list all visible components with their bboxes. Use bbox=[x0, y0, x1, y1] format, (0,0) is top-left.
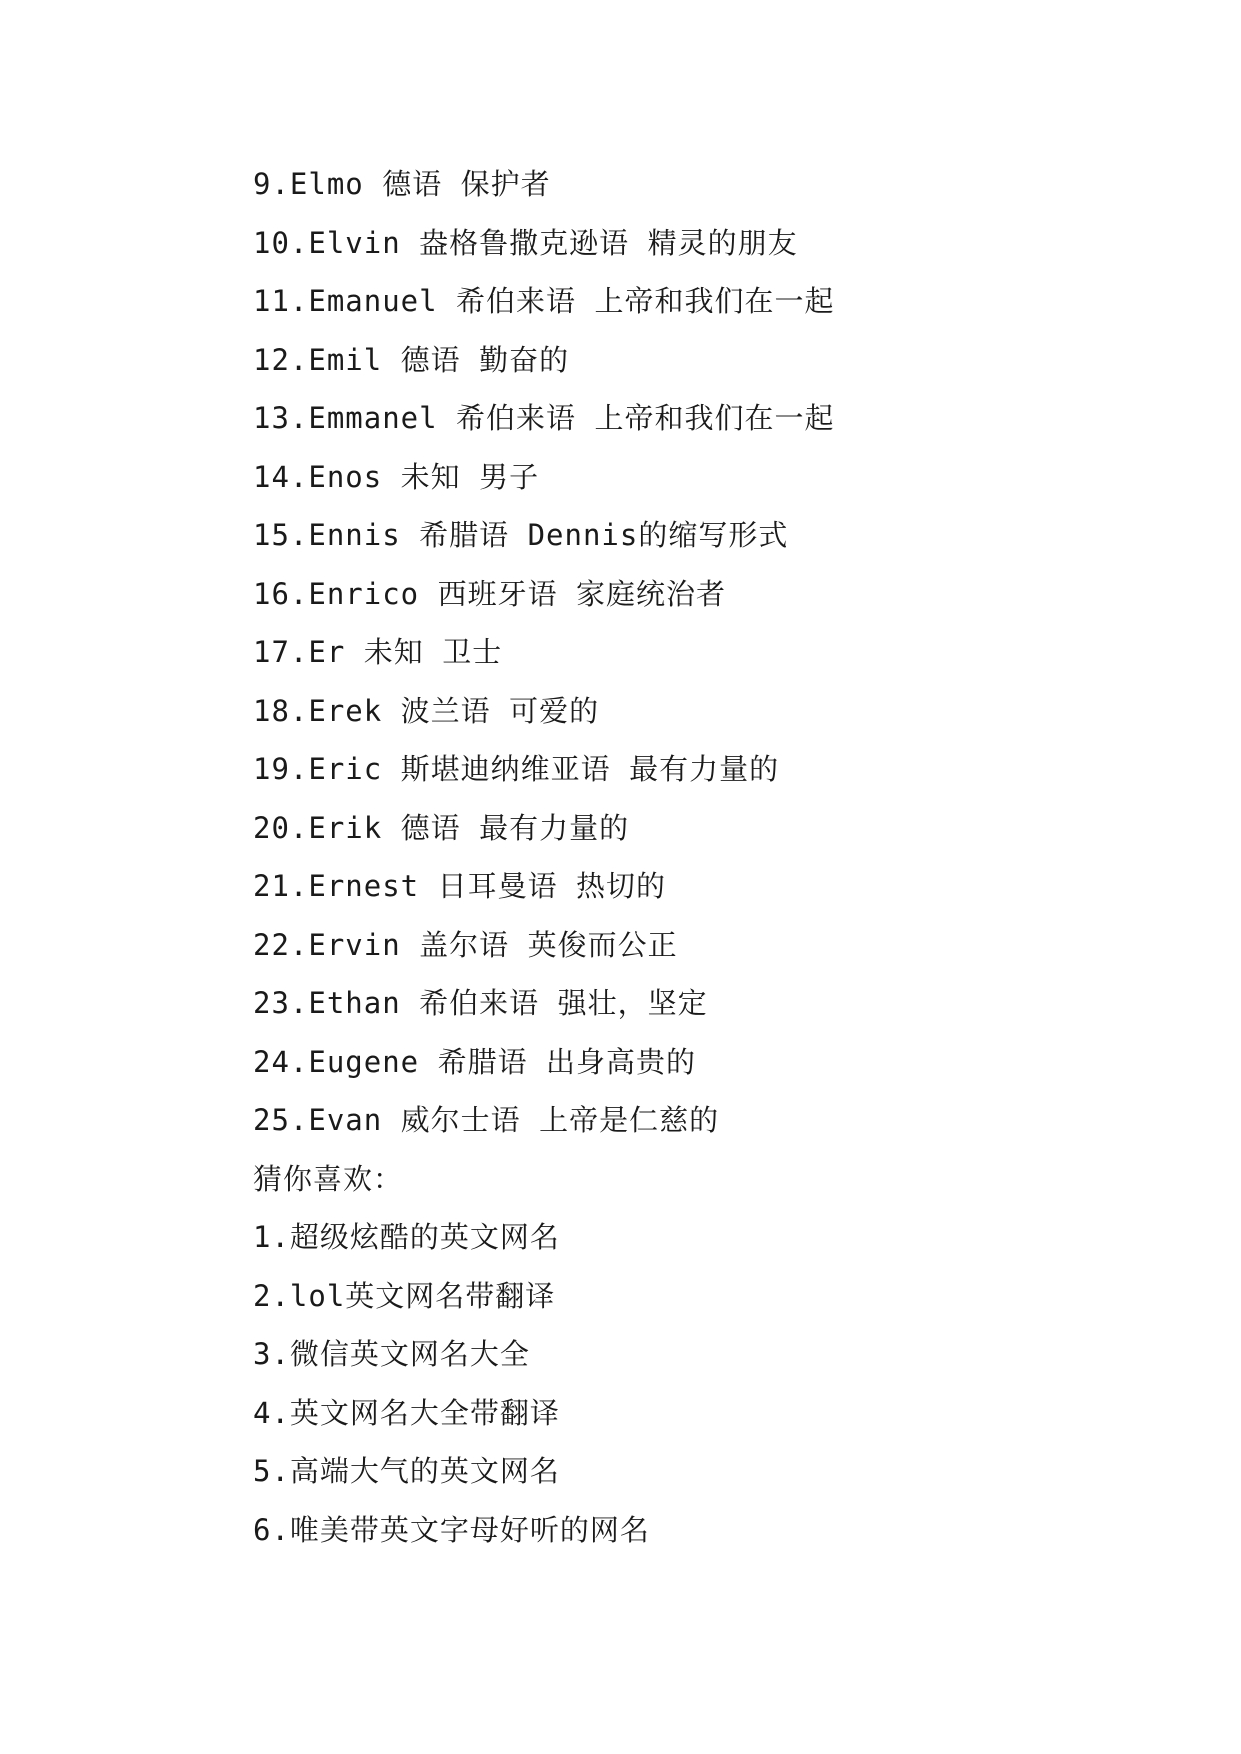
name-entry: 18.Erek 波兰语 可爱的 bbox=[253, 693, 600, 728]
document-body bbox=[253, 155, 1153, 1559]
name-entry: 17.Er 未知 卫士 bbox=[253, 635, 503, 669]
name-entry: 9.Elmo 德语 保护者 bbox=[253, 167, 551, 201]
name-entry: 15.Ennis 希腊语 Dennis的缩写形式 bbox=[253, 518, 789, 552]
related-link[interactable]: 3.微信英文网名大全 bbox=[253, 1337, 530, 1371]
name-entry: 11.Emanuel 希伯来语 上帝和我们在一起 bbox=[253, 284, 835, 318]
name-entry: 14.Enos 未知 男子 bbox=[253, 459, 540, 494]
name-entry: 16.Enrico 西班牙语 家庭统治者 bbox=[253, 576, 727, 611]
name-entry: 12.Emil 德语 勤奋的 bbox=[253, 342, 570, 377]
name-entry: 20.Erik 德语 最有力量的 bbox=[253, 810, 630, 845]
related-heading: 猜你喜欢： bbox=[253, 1161, 404, 1196]
name-entry: 23.Ethan 希伯来语 强壮，坚定 bbox=[253, 986, 708, 1020]
name-entry: 10.Elvin 盎格鲁撒克逊语 精灵的朋友 bbox=[253, 225, 798, 260]
related-link[interactable]: 2.lol英文网名带翻译 bbox=[253, 1278, 556, 1313]
name-entry: 25.Evan 威尔士语 上帝是仁慈的 bbox=[253, 1103, 720, 1137]
related-link[interactable]: 4.英文网名大全带翻译 bbox=[253, 1395, 560, 1430]
related-link[interactable]: 5.高端大气的英文网名 bbox=[253, 1454, 560, 1488]
name-entry: 13.Emmanel 希伯来语 上帝和我们在一起 bbox=[253, 401, 835, 435]
related-link[interactable]: 6.唯美带英文字母好听的网名 bbox=[253, 1512, 650, 1547]
related-link[interactable]: 1.超级炫酷的英文网名 bbox=[253, 1220, 560, 1254]
name-entry: 21.Ernest 日耳曼语 热切的 bbox=[253, 869, 667, 903]
name-entry: 22.Ervin 盖尔语 英俊而公正 bbox=[253, 927, 678, 962]
name-entry: 24.Eugene 希腊语 出身高贵的 bbox=[253, 1044, 697, 1079]
name-entry: 19.Eric 斯堪迪纳维亚语 最有力量的 bbox=[253, 752, 780, 786]
